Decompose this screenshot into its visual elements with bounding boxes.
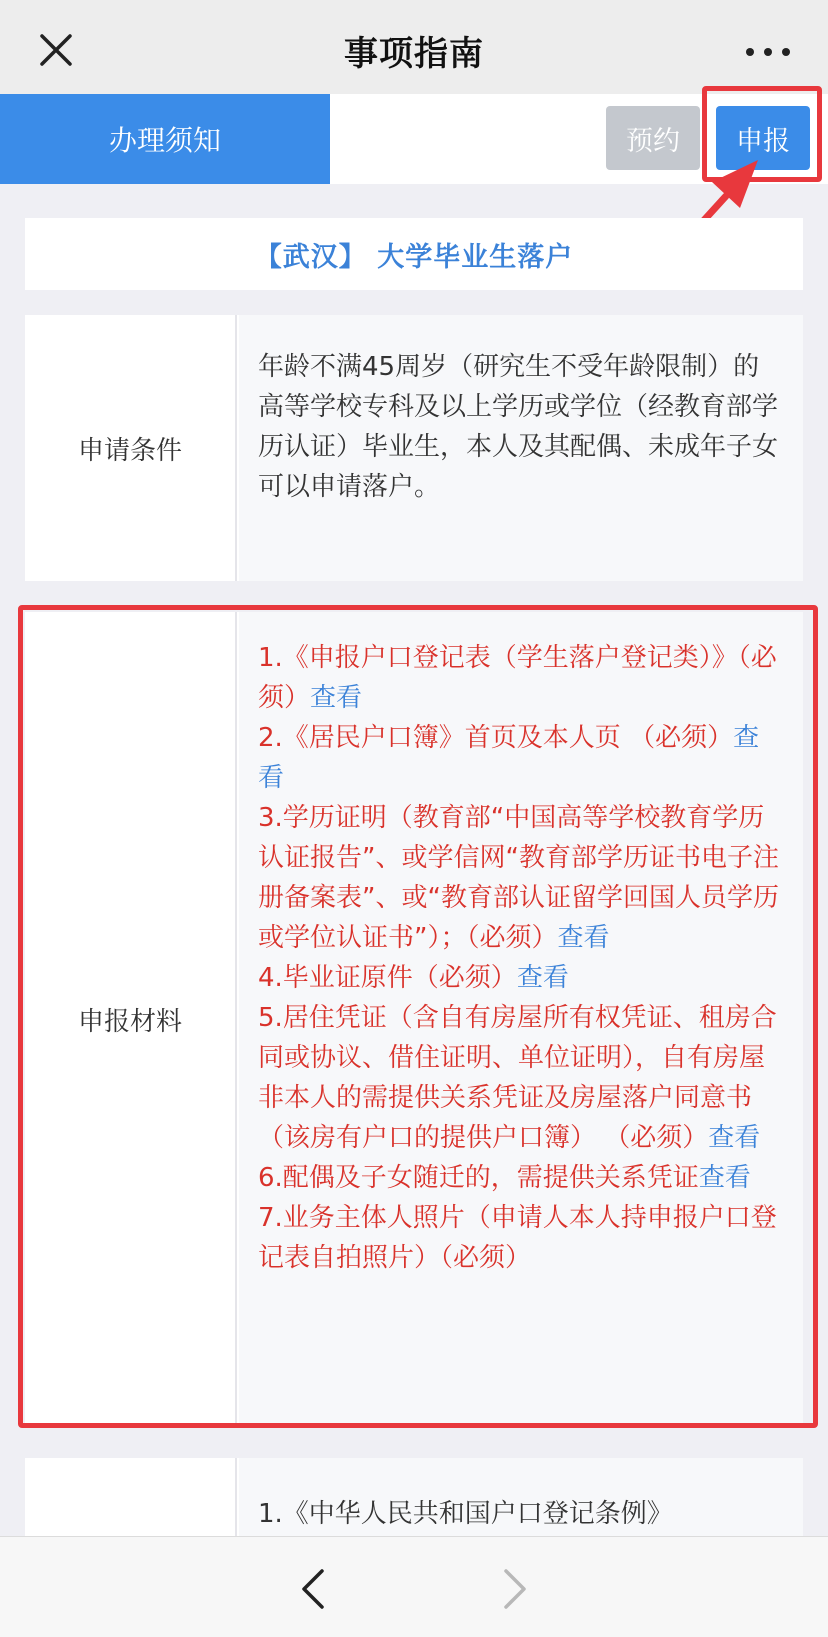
view-link[interactable]: 查看 bbox=[516, 963, 569, 993]
item-title: 【武汉】 大学毕业生落户 bbox=[25, 218, 803, 290]
tab-bar bbox=[0, 94, 828, 184]
materials-label: 申报材料 bbox=[25, 612, 237, 1426]
basis-text: 1.《中华人民共和国户口登记条例》 bbox=[239, 1458, 803, 1636]
materials-row bbox=[25, 612, 803, 1426]
list-item: 1.《申报户口登记表（学生落户登记类）》（必须）查看 bbox=[258, 643, 777, 713]
tab-notice[interactable]: 办理须知 bbox=[0, 94, 330, 184]
list-item: 7.业务主体人照片（申请人本人持申报户口登记表自拍照片）（必须） bbox=[258, 1203, 777, 1273]
appoint-button[interactable]: 预约 bbox=[606, 106, 700, 170]
list-item: 5.居住凭证（含自有房屋所有权凭证、租房合同或协议、借住证明、单位证明），自有房屋非本人的需提供关系凭证及房屋落户同意书（该房有户口的提供户口簿） （必须）查看 bbox=[258, 1003, 777, 1153]
conditions-row bbox=[25, 315, 803, 581]
top-nav-bar bbox=[0, 0, 828, 96]
chevron-left-icon[interactable] bbox=[296, 1567, 332, 1611]
chevron-right-icon[interactable] bbox=[496, 1567, 532, 1611]
conditions-label: 申请条件 bbox=[25, 315, 237, 581]
view-link[interactable]: 查看 bbox=[310, 683, 363, 713]
view-link[interactable]: 查看 bbox=[698, 1163, 751, 1193]
list-item: 3.学历证明（教育部“中国高等学校教育学历认证报告”、或学信网“教育部学历证书电子注册备案表”、或“教育部认证留学回国人员学历或学位认证书”）；（必须）查看 bbox=[258, 803, 779, 953]
view-link[interactable]: 查看 bbox=[557, 923, 610, 953]
conditions-text: 年龄不满45周岁（研究生不受年龄限制）的高等学校专科及以上学历或学位（经教育部学历认证）毕业生，本人及其配偶、未成年子女可以申请落户。 bbox=[239, 315, 803, 581]
materials-list bbox=[239, 612, 803, 1426]
apply-button[interactable]: 申报 bbox=[716, 106, 810, 170]
view-link[interactable]: 查看 bbox=[708, 1123, 761, 1153]
bottom-nav-bar bbox=[0, 1536, 828, 1637]
page-title: 事项指南 bbox=[344, 34, 484, 74]
list-item: 6.配偶及子女随迁的，需提供关系凭证查看 bbox=[258, 1163, 751, 1193]
list-item: 4.毕业证原件（必须）查看 bbox=[258, 963, 569, 993]
view-link[interactable]: 查看 bbox=[258, 723, 760, 793]
list-item: 2.《居民户口簿》首页及本人页 （必须）查看 bbox=[258, 723, 760, 793]
more-icon[interactable] bbox=[744, 38, 792, 62]
